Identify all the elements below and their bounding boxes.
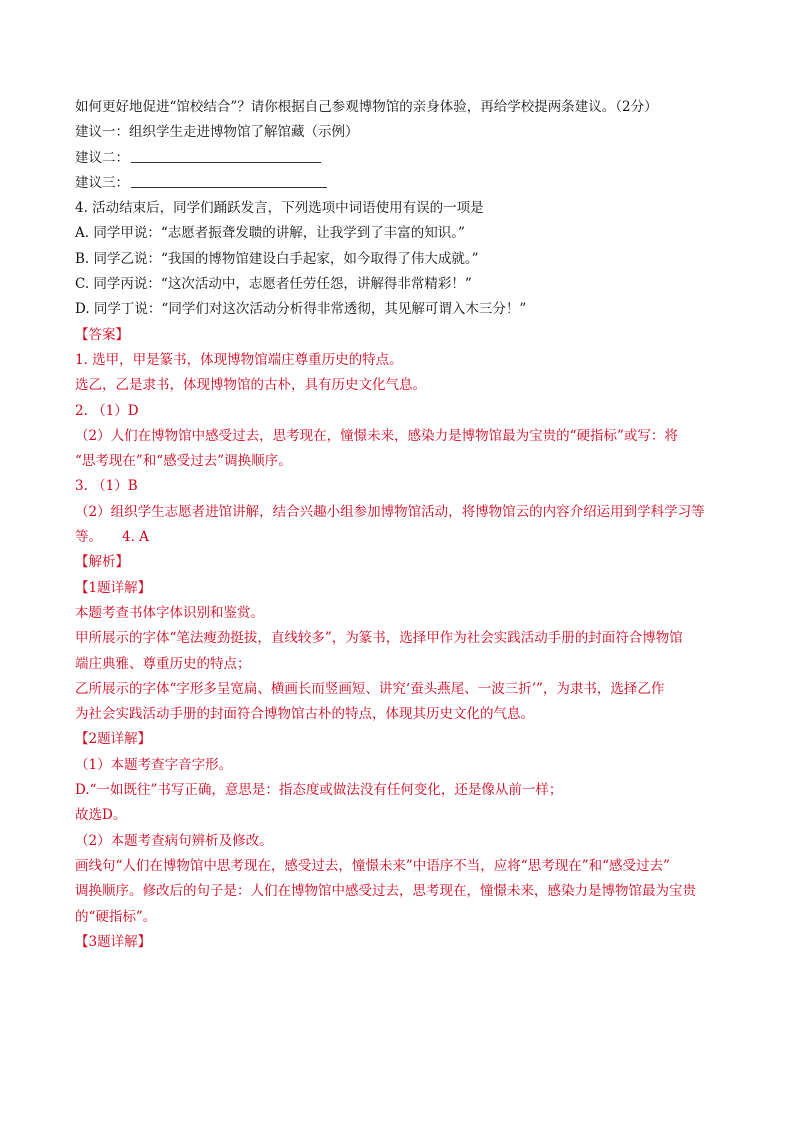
analysis-line: 乙所展示的字体“字形多呈宽扁、横画长而竖画短、讲究‘蚕头燕尾、一波三折’”，为隶书，选择乙作 — [75, 680, 665, 697]
q3-detail-heading: 【3题详解】 — [75, 933, 152, 950]
answer-line: 选乙，乙是隶书，体现博物馆的古朴，具有历史文化气息。 — [75, 377, 426, 394]
q1-detail-heading: 【1题详解】 — [75, 579, 152, 596]
answer-q4: 4. A — [122, 529, 149, 546]
suggestion-3 — [75, 171, 735, 196]
question-prompt: 如何更好地促进“馆校结合”？请你根据自己参观博物馆的亲身体验，再给学校提两条建议。（2分） — [75, 99, 658, 115]
answer-heading: 【答案】 — [75, 326, 129, 343]
analysis-line: 本题考查书体字体识别和鉴赏。 — [75, 604, 264, 621]
analysis-line: （1）本题考查字音字形。 — [75, 756, 233, 773]
suggestion-2-label: 建议二： — [75, 149, 129, 166]
suggestion-2 — [75, 146, 735, 171]
analysis-heading: 【解析】 — [75, 554, 129, 571]
analysis-line: D.“一如既往”书写正确，意思是：指态度或做法没有任何变化，还是像从前一样； — [75, 782, 563, 799]
answer-line: （2）组织学生志愿者进馆讲解，结合兴趣小组参加博物馆活动，将博物馆云的内容介绍运用到学科学习等 — [75, 503, 705, 520]
answer-blank-3 — [131, 173, 327, 188]
answer-line: 1. 选甲，甲是篆书，体现博物馆端庄尊重历史的特点。 — [75, 351, 403, 368]
q4-stem: 4. 活动结束后，同学们踊跃发言，下列选项中词语使用有误的一项是 — [75, 200, 484, 217]
suggestion-3-label: 建议三： — [75, 174, 129, 191]
suggestion-1: 建议一：组织学生走进博物馆了解馆藏（示例） — [75, 124, 359, 141]
analysis-line: 画线句“人们在博物馆中思考现在，感受过去，憧憬未来”中语序不当，应将“思考现在”和“感受过去” — [75, 857, 670, 874]
answer-line: （2）人们在博物馆中感受过去，思考现在，憧憬未来，感染力是博物馆最为宝贵的“硬指标”或写：将 — [75, 427, 678, 444]
answer-line: 3. （1）B — [75, 478, 138, 495]
analysis-line: 的“硬指标”。 — [75, 908, 157, 925]
analysis-line: （2）本题考查病句辨析及修改。 — [75, 832, 273, 849]
answer-blank-2 — [131, 148, 321, 163]
answer-line: 2. （1）D — [75, 402, 139, 419]
analysis-line: 故选D。 — [75, 807, 127, 824]
q4-option-c: C. 同学丙说：“这次活动中，志愿者任劳任怨，讲解得非常精彩！” — [75, 276, 472, 293]
q4-option-d: D. 同学丁说：“同学们对这次活动分析得非常透彻，其见解可谓入木三分！” — [75, 301, 527, 318]
q4-option-b: B. 同学乙说：“我国的博物馆建设白手起家，如今取得了伟大成就。” — [75, 250, 479, 267]
document-content — [75, 95, 735, 955]
q2-detail-heading: 【2题详解】 — [75, 731, 152, 748]
q4-option-a: A. 同学甲说：“志愿者振聋发聩的讲解，让我学到了丰富的知识。” — [75, 225, 465, 242]
analysis-line: 调换顺序。修改后的句子是：人们在博物馆中感受过去，思考现在，憧憬未来，感染力是博物馆最为宝贵 — [75, 883, 696, 900]
answer-continuation: 等。 — [75, 529, 102, 546]
analysis-line: 为社会实践活动手册的封面符合博物馆古朴的特点，体现其历史文化的气息。 — [75, 706, 534, 723]
analysis-line: 甲所展示的字体“笔法瘦劲挺拔，直线较多”，为篆书，选择甲作为社会实践活动手册的封面符合博物馆 — [75, 630, 683, 647]
answer-line-last — [75, 525, 735, 550]
answer-line: “思考现在”和“感受过去”调换顺序。 — [75, 453, 292, 470]
analysis-line: 端庄典雅、尊重历史的特点； — [75, 655, 251, 672]
